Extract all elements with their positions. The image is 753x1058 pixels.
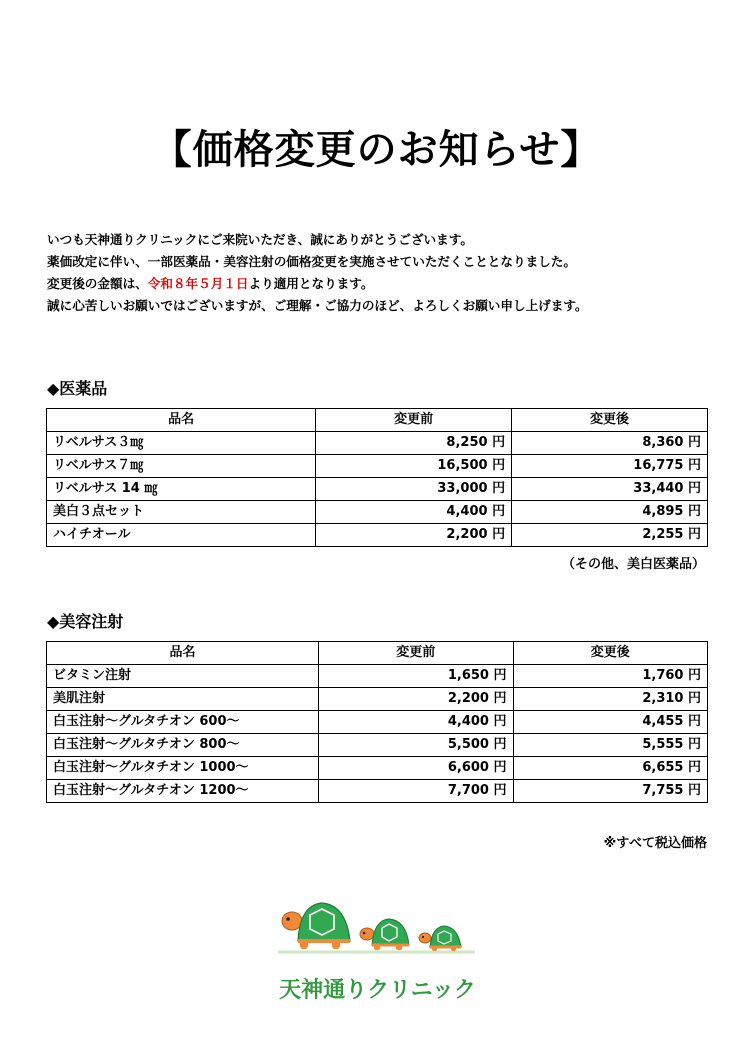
medicine-note: （その他、美白医薬品） bbox=[561, 557, 705, 572]
price-before: 1,650 円 bbox=[319, 665, 513, 688]
table-header-row bbox=[47, 409, 708, 432]
price-before: 7,700 円 bbox=[319, 780, 513, 803]
medium-turtle-icon bbox=[360, 919, 409, 950]
table-header-row bbox=[47, 642, 708, 665]
price-after: 2,255 円 bbox=[512, 524, 708, 547]
small-turtle-icon bbox=[419, 926, 461, 951]
price-after: 4,455 円 bbox=[513, 711, 707, 734]
item-name: 白玉注射～グルタチオン 600～ bbox=[47, 711, 319, 734]
item-name: 白玉注射～グルタチオン 1200～ bbox=[47, 780, 319, 803]
price-after: 6,655 円 bbox=[513, 757, 707, 780]
table-row bbox=[47, 734, 708, 757]
price-after: 7,755 円 bbox=[513, 780, 707, 803]
table-row bbox=[47, 501, 708, 524]
price-after: 33,440 円 bbox=[512, 478, 708, 501]
injection-heading: ◆美容注射 bbox=[47, 612, 124, 631]
col-header-name: 品名 bbox=[47, 642, 319, 665]
price-before: 16,500 円 bbox=[316, 455, 512, 478]
col-header-after: 変更後 bbox=[513, 642, 707, 665]
intro-line-3-suffix: より適用となります。 bbox=[248, 276, 374, 291]
item-name: ビタミン注射 bbox=[47, 665, 319, 688]
table-row bbox=[47, 455, 708, 478]
price-before: 2,200 円 bbox=[319, 688, 513, 711]
price-before: 6,600 円 bbox=[319, 757, 513, 780]
intro-line-4: 誠に心苦しいお願いではございますが、ご理解・ご協力のほど、よろしくお願い申し上げます。 bbox=[47, 298, 588, 313]
medicine-table bbox=[46, 408, 708, 547]
item-name: 白玉注射～グルタチオン 800～ bbox=[47, 734, 319, 757]
col-header-after: 変更後 bbox=[512, 409, 708, 432]
intro-line-2: 薬価改定に伴い、一部医薬品・美容注射の価格変更を実施させていただくこととなりました。 bbox=[47, 254, 576, 269]
table-row bbox=[47, 478, 708, 501]
price-after: 4,895 円 bbox=[512, 501, 708, 524]
turtle-family-icon bbox=[270, 895, 485, 970]
price-after: 16,775 円 bbox=[512, 455, 708, 478]
table-row bbox=[47, 688, 708, 711]
page-title: 【価格変更のお知らせ】 bbox=[151, 127, 602, 173]
price-after: 5,555 円 bbox=[513, 734, 707, 757]
intro-text bbox=[47, 229, 588, 317]
col-header-before: 変更前 bbox=[316, 409, 512, 432]
item-name: リベルサス７㎎ bbox=[47, 455, 316, 478]
price-before: 5,500 円 bbox=[319, 734, 513, 757]
price-before: 8,250 円 bbox=[316, 432, 512, 455]
price-before: 4,400 円 bbox=[319, 711, 513, 734]
item-name: 美肌注射 bbox=[47, 688, 319, 711]
price-after: 1,760 円 bbox=[513, 665, 707, 688]
item-name: リベルサス 14 ㎎ bbox=[47, 478, 316, 501]
intro-line-1: いつも天神通りクリニックにご来院いただき、誠にありがとうございます。 bbox=[47, 232, 473, 247]
item-name: ハイチオール bbox=[47, 524, 316, 547]
effective-date: 令和８年５月１日 bbox=[147, 276, 249, 291]
price-before: 4,400 円 bbox=[316, 501, 512, 524]
item-name: 美白３点セット bbox=[47, 501, 316, 524]
clinic-logo bbox=[270, 895, 485, 1010]
price-after: 2,310 円 bbox=[513, 688, 707, 711]
clinic-name: 天神通りクリニック bbox=[279, 978, 476, 1003]
medicine-heading: ◆医薬品 bbox=[47, 379, 108, 398]
table-row bbox=[47, 711, 708, 734]
price-before: 33,000 円 bbox=[316, 478, 512, 501]
intro-line-3 bbox=[47, 273, 588, 295]
col-header-before: 変更前 bbox=[319, 642, 513, 665]
table-row bbox=[47, 665, 708, 688]
price-before: 2,200 円 bbox=[316, 524, 512, 547]
item-name: 白玉注射～グルタチオン 1000～ bbox=[47, 757, 319, 780]
tax-note: ※すべて税込価格 bbox=[603, 836, 707, 851]
table-row bbox=[47, 524, 708, 547]
price-after: 8,360 円 bbox=[512, 432, 708, 455]
item-name: リベルサス３㎎ bbox=[47, 432, 316, 455]
table-row bbox=[47, 432, 708, 455]
col-header-name: 品名 bbox=[47, 409, 316, 432]
big-turtle-icon bbox=[282, 903, 350, 949]
table-row bbox=[47, 757, 708, 780]
injection-table bbox=[46, 641, 708, 803]
intro-line-3-prefix: 変更後の金額は、 bbox=[47, 276, 148, 291]
table-row bbox=[47, 780, 708, 803]
